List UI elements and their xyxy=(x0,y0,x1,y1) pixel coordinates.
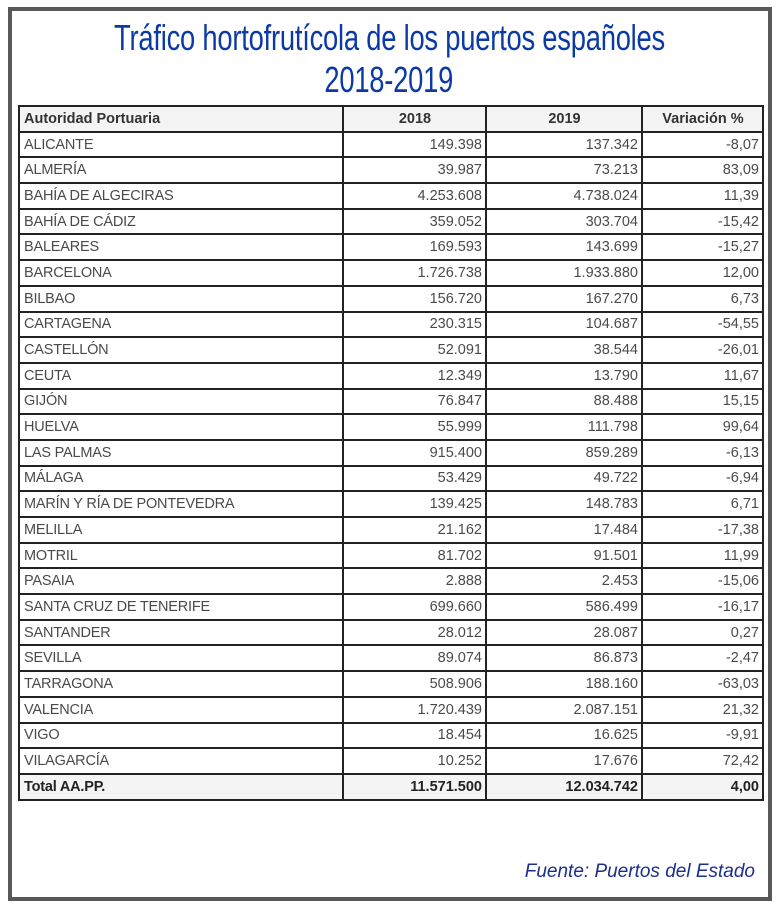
cell-variation: 15,15 xyxy=(642,389,763,415)
cell-variation: -6,13 xyxy=(642,440,763,466)
cell-2019: 111.798 xyxy=(486,414,642,440)
table-row xyxy=(19,183,763,209)
cell-2019: 1.933.880 xyxy=(486,260,642,286)
cell-2019: 148.783 xyxy=(486,491,642,517)
cell-2019: 2.453 xyxy=(486,568,642,594)
cell-variation: 0,27 xyxy=(642,620,763,646)
cell-2018: 915.400 xyxy=(343,440,486,466)
title-line-2-text: 2018-2019 xyxy=(324,59,454,100)
column-header-2019: 2019 xyxy=(486,106,642,132)
table-row xyxy=(19,132,763,158)
cell-port-authority: GIJÓN xyxy=(19,389,343,415)
title-line-1-text: Tráfico hortofrutícola de los puertos españoles xyxy=(113,17,665,58)
total-label: Total AA.PP. xyxy=(19,774,343,800)
cell-2018: 39.987 xyxy=(343,157,486,183)
cell-2019: 38.544 xyxy=(486,337,642,363)
cell-2018: 230.315 xyxy=(343,312,486,338)
cell-port-authority: BAHÍA DE ALGECIRAS xyxy=(19,183,343,209)
cell-2018: 156.720 xyxy=(343,286,486,312)
table-row xyxy=(19,260,763,286)
cell-port-authority: SEVILLA xyxy=(19,645,343,671)
cell-2018: 76.847 xyxy=(343,389,486,415)
cell-2018: 1.720.439 xyxy=(343,697,486,723)
cell-variation: -15,27 xyxy=(642,234,763,260)
cell-variation: 12,00 xyxy=(642,260,763,286)
cell-2019: 143.699 xyxy=(486,234,642,260)
table-row xyxy=(19,389,763,415)
cell-port-authority: CASTELLÓN xyxy=(19,337,343,363)
table-row xyxy=(19,157,763,183)
cell-2019: 17.484 xyxy=(486,517,642,543)
cell-variation: -63,03 xyxy=(642,671,763,697)
cell-variation: 11,39 xyxy=(642,183,763,209)
cell-port-authority: MELILLA xyxy=(19,517,343,543)
page-title xyxy=(0,17,778,101)
source-note: Fuente: Puertos del Estado xyxy=(524,861,755,882)
table-row xyxy=(19,312,763,338)
cell-2018: 55.999 xyxy=(343,414,486,440)
cell-2018: 81.702 xyxy=(343,543,486,569)
cell-variation: -9,91 xyxy=(642,723,763,749)
table-row xyxy=(19,337,763,363)
cell-2018: 12.349 xyxy=(343,363,486,389)
title-line-1 xyxy=(0,17,778,59)
table-row xyxy=(19,671,763,697)
column-header-variation: Variación % xyxy=(642,106,763,132)
cell-2019: 303.704 xyxy=(486,209,642,235)
title-line-2 xyxy=(0,59,778,101)
cell-port-authority: ALICANTE xyxy=(19,132,343,158)
cell-2019: 859.289 xyxy=(486,440,642,466)
cell-2018: 53.429 xyxy=(343,466,486,492)
cell-port-authority: BAHÍA DE CÁDIZ xyxy=(19,209,343,235)
cell-2019: 13.790 xyxy=(486,363,642,389)
cell-variation: 72,42 xyxy=(642,748,763,774)
cell-port-authority: LAS PALMAS xyxy=(19,440,343,466)
cell-2019: 586.499 xyxy=(486,594,642,620)
cell-port-authority: MOTRIL xyxy=(19,543,343,569)
cell-variation: 83,09 xyxy=(642,157,763,183)
cell-variation: 6,71 xyxy=(642,491,763,517)
total-2019: 12.034.742 xyxy=(486,774,642,800)
cell-variation: -15,06 xyxy=(642,568,763,594)
cell-port-authority: SANTANDER xyxy=(19,620,343,646)
cell-2019: 91.501 xyxy=(486,543,642,569)
table-row xyxy=(19,440,763,466)
cell-2018: 28.012 xyxy=(343,620,486,646)
cell-port-authority: VIGO xyxy=(19,723,343,749)
column-header-2018: 2018 xyxy=(343,106,486,132)
table-row xyxy=(19,568,763,594)
cell-variation: -54,55 xyxy=(642,312,763,338)
cell-port-authority: HUELVA xyxy=(19,414,343,440)
table-row xyxy=(19,543,763,569)
cell-2019: 73.213 xyxy=(486,157,642,183)
table-row xyxy=(19,620,763,646)
cell-port-authority: VALENCIA xyxy=(19,697,343,723)
cell-2019: 88.488 xyxy=(486,389,642,415)
cell-2018: 359.052 xyxy=(343,209,486,235)
cell-port-authority: CEUTA xyxy=(19,363,343,389)
table-row xyxy=(19,723,763,749)
table-total-row xyxy=(19,774,763,800)
table-row xyxy=(19,363,763,389)
cell-variation: 11,99 xyxy=(642,543,763,569)
cell-2019: 137.342 xyxy=(486,132,642,158)
total-variation: 4,00 xyxy=(642,774,763,800)
cell-port-authority: BARCELONA xyxy=(19,260,343,286)
table-row xyxy=(19,697,763,723)
cell-2018: 2.888 xyxy=(343,568,486,594)
cell-port-authority: CARTAGENA xyxy=(19,312,343,338)
cell-2018: 18.454 xyxy=(343,723,486,749)
cell-2018: 149.398 xyxy=(343,132,486,158)
cell-2019: 2.087.151 xyxy=(486,697,642,723)
cell-2019: 104.687 xyxy=(486,312,642,338)
port-traffic-table xyxy=(18,105,764,801)
cell-variation: -6,94 xyxy=(642,466,763,492)
table-row xyxy=(19,234,763,260)
cell-port-authority: ALMERÍA xyxy=(19,157,343,183)
cell-2019: 4.738.024 xyxy=(486,183,642,209)
cell-2019: 167.270 xyxy=(486,286,642,312)
table-row xyxy=(19,594,763,620)
cell-2019: 49.722 xyxy=(486,466,642,492)
table-row xyxy=(19,466,763,492)
cell-variation: -2,47 xyxy=(642,645,763,671)
cell-port-authority: BILBAO xyxy=(19,286,343,312)
cell-2019: 188.160 xyxy=(486,671,642,697)
cell-2018: 52.091 xyxy=(343,337,486,363)
cell-2019: 17.676 xyxy=(486,748,642,774)
cell-port-authority: MÁLAGA xyxy=(19,466,343,492)
cell-variation: 21,32 xyxy=(642,697,763,723)
table-row xyxy=(19,209,763,235)
cell-2019: 16.625 xyxy=(486,723,642,749)
table-row xyxy=(19,491,763,517)
cell-variation: -15,42 xyxy=(642,209,763,235)
cell-port-authority: MARÍN Y RÍA DE PONTEVEDRA xyxy=(19,491,343,517)
column-header-port-authority: Autoridad Portuaria xyxy=(19,106,343,132)
cell-2018: 4.253.608 xyxy=(343,183,486,209)
cell-variation: -16,17 xyxy=(642,594,763,620)
total-2018: 11.571.500 xyxy=(343,774,486,800)
cell-port-authority: BALEARES xyxy=(19,234,343,260)
cell-2018: 139.425 xyxy=(343,491,486,517)
cell-port-authority: VILAGARCÍA xyxy=(19,748,343,774)
table-row xyxy=(19,286,763,312)
cell-2018: 1.726.738 xyxy=(343,260,486,286)
cell-2018: 508.906 xyxy=(343,671,486,697)
cell-variation: 6,73 xyxy=(642,286,763,312)
cell-2018: 10.252 xyxy=(343,748,486,774)
cell-variation: -8,07 xyxy=(642,132,763,158)
table-header-row xyxy=(19,106,763,132)
cell-2018: 21.162 xyxy=(343,517,486,543)
cell-port-authority: TARRAGONA xyxy=(19,671,343,697)
cell-variation: 11,67 xyxy=(642,363,763,389)
table-row xyxy=(19,517,763,543)
table-row xyxy=(19,748,763,774)
cell-2018: 89.074 xyxy=(343,645,486,671)
cell-2019: 86.873 xyxy=(486,645,642,671)
cell-2018: 169.593 xyxy=(343,234,486,260)
cell-port-authority: PASAIA xyxy=(19,568,343,594)
table-row xyxy=(19,414,763,440)
cell-variation: -17,38 xyxy=(642,517,763,543)
cell-variation: 99,64 xyxy=(642,414,763,440)
table-body xyxy=(19,132,763,774)
table-row xyxy=(19,645,763,671)
cell-2019: 28.087 xyxy=(486,620,642,646)
cell-2018: 699.660 xyxy=(343,594,486,620)
cell-port-authority: SANTA CRUZ DE TENERIFE xyxy=(19,594,343,620)
cell-variation: -26,01 xyxy=(642,337,763,363)
